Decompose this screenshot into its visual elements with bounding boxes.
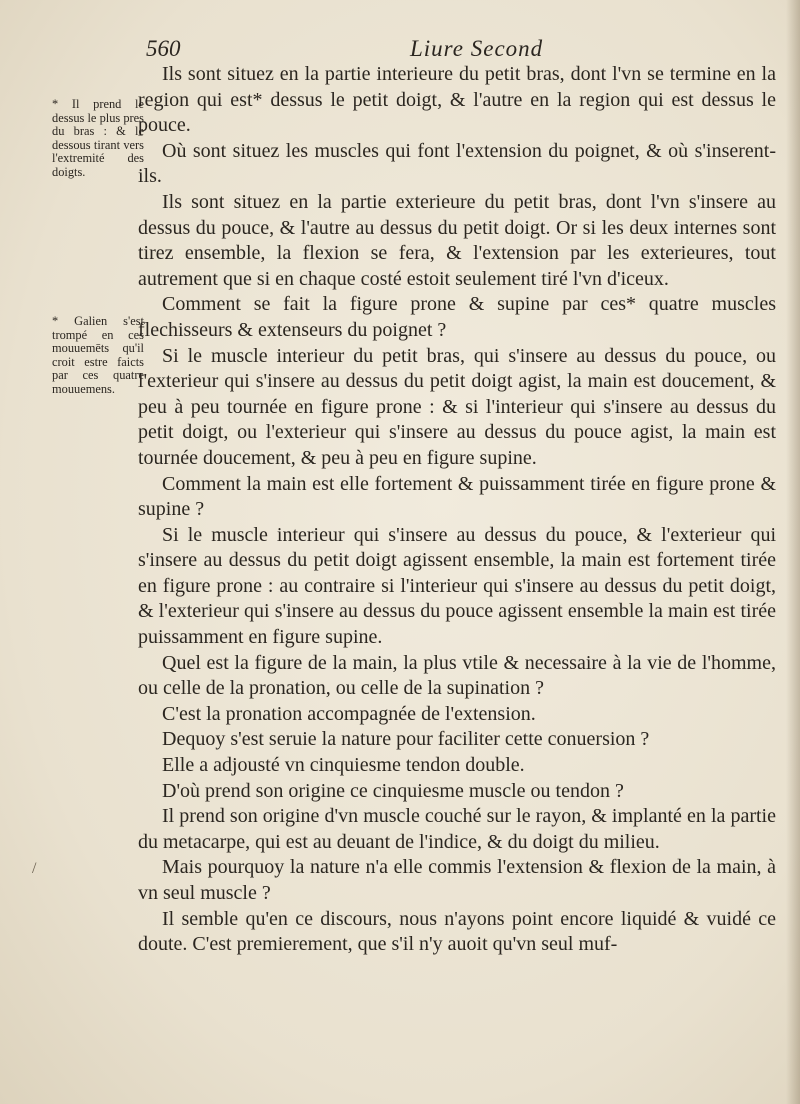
margin-note: * Il prend le dessus le plus pres du bras : & le dessous tirant vers l'extremité des doigts. (52, 97, 144, 179)
question-paragraph: Comment la main est elle fortement & puissamment tirée en figure prone & supine ? (138, 472, 776, 521)
question-paragraph: D'où prend son origine ce cinquiesme muscle ou tendon ? (162, 779, 624, 802)
answer-paragraph: C'est la pronation accompagnée de l'extension. (162, 702, 536, 725)
question-paragraph: Où sont situez les muscles qui font l'extension du poignet, & où s'inserent-ils. (138, 139, 776, 188)
answer-paragraph: Si le muscle interieur du petit bras, qui s'insere au dessus du pouce, ou l'exterieur qui s'insere au dessus du petit doigt agist, la main est doucement, & peu à peu tournée en figure prone : & si l'interieur qui s'insere au dessus du petit doigt, ou l'exterieur qui s'insere au dessus du pouce agist, la main est tournée doucement, & peu à peu en figure supine. (138, 344, 776, 469)
answer-paragraph: Il prend son origine d'vn muscle couché sur le rayon, & implanté en la partie du metacarpe, qui est au deuant de l'indice, & du doigt du milieu. (138, 805, 776, 853)
question-paragraph: Dequoy s'est seruie la nature pour faciliter cette conuersion ? (162, 728, 650, 751)
stray-ink-mark: / (32, 860, 37, 877)
answer-paragraph: Ils sont situez en la partie interieure du petit bras, dont l'vn se termine en la region qui est* dessus le petit doigt, & l'autre en la region qui est dessus le pouce. (138, 63, 776, 137)
body-text (138, 62, 776, 958)
question-paragraph: Comment se fait la figure prone & supine par ces* quatre muscles flechisseurs & extenseurs du poignet ? (138, 293, 776, 341)
answer-paragraph: Il semble qu'en ce discours, nous n'ayons point encore liquidé & vuidé ce doute. C'est premierement, que s'il n'y auoit qu'vn seul muf- (138, 907, 776, 956)
question-paragraph: Mais pourquoy la nature n'a elle commis l'extension & flexion de la main, à vn seul muscle ? (138, 856, 776, 904)
page-gutter-shadow (786, 0, 800, 1104)
question-paragraph: Quel est la figure de la main, la plus vtile & necessaire à la vie de l'homme, ou celle de la pronation, ou celle de la supination ? (138, 651, 776, 700)
margin-note: * Galien s'est trompé en ces mouuemēts qu'il croit estre faicts par ces quatre mouuemens. (52, 314, 144, 396)
page-number: 560 (146, 36, 181, 61)
answer-paragraph: Si le muscle interieur qui s'insere au dessus du pouce, & l'exterieur qui s'insere au dessus du petit doigt agissent ensemble, la main est fortement tirée en figure prone : au contraire si l'interieur qui s'insere au dessus du petit doigt, & l'exterieur qui s'insere au dessus du pouce agissent ensemble la main est tirée puissamment en figure supine. (138, 523, 776, 649)
answer-paragraph: Ils sont situez en la partie exterieure du petit bras, dont l'vn s'insere au dessus du pouce, & l'autre au dessus du petit doigt. Or si les deux internes sont tirez ensemble, la flexion se fera, & l'extension par les exterieures, tout autrement que si en chaque costé estoit seulement tiré l'vn d'iceux. (138, 190, 776, 290)
running-title: Liure Second (410, 36, 544, 61)
answer-paragraph: Elle a adjousté vn cinquiesme tendon double. (162, 754, 525, 777)
